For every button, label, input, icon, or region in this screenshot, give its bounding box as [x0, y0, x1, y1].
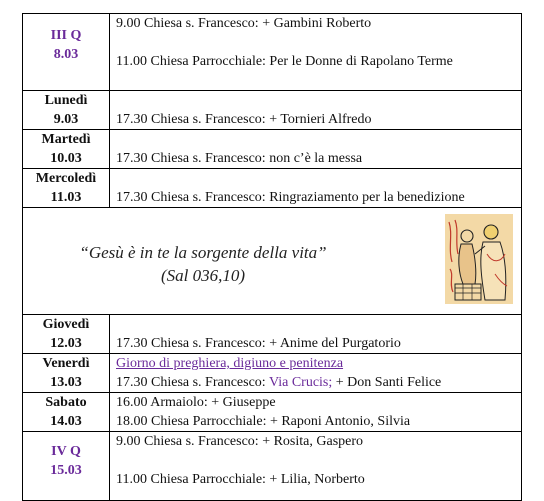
schedule-table — [22, 13, 522, 501]
events-cell — [110, 169, 522, 208]
date-label: 15.03 — [50, 463, 82, 478]
quote-cell — [23, 208, 522, 315]
events-cell — [110, 354, 522, 393]
date-label: 10.03 — [50, 151, 82, 166]
day-cell — [23, 91, 110, 130]
events-cell — [110, 432, 522, 501]
samaritan-woman-illustration — [445, 214, 513, 304]
quote-text — [23, 241, 383, 287]
day-label: Sabato — [45, 395, 87, 410]
day-cell — [23, 14, 110, 91]
event-text: 9.00 Chiesa s. Francesco: + Gambini Roberto — [116, 16, 372, 31]
day-cell — [23, 169, 110, 208]
table-row — [23, 354, 522, 393]
quote-row — [23, 208, 522, 315]
day-label: Giovedì — [42, 317, 90, 332]
event-text: 11.00 Chiesa Parrocchiale: Per le Donne di Rapolano Terme — [116, 54, 453, 69]
event-text: 17.30 Chiesa s. Francesco: + Tornieri Alfredo — [116, 112, 372, 127]
events-cell — [110, 14, 522, 91]
table-row — [23, 91, 522, 130]
table-row — [23, 169, 522, 208]
event-text: 17.30 Chiesa s. Francesco: non c’è la messa — [116, 151, 363, 166]
table-row — [23, 432, 522, 501]
day-cell — [23, 354, 110, 393]
via-crucis-label: Via Crucis; — [268, 375, 333, 390]
quote-reference: (Sal 036,10) — [160, 266, 246, 285]
table-row — [23, 14, 522, 91]
penitence-day-link[interactable]: Giorno di preghiera, digiuno e penitenza — [116, 356, 344, 371]
day-label: Lunedì — [44, 93, 88, 108]
day-cell — [23, 130, 110, 169]
table-row — [23, 315, 522, 354]
event-text: 18.00 Chiesa Parrocchiale: + Raponi Antonio, Silvia — [116, 414, 411, 429]
day-label: Mercoledì — [35, 171, 97, 186]
day-label: III Q — [50, 28, 82, 43]
day-cell — [23, 315, 110, 354]
event-prefix: 17.30 Chiesa s. Francesco: — [116, 375, 269, 390]
events-cell — [110, 91, 522, 130]
event-text — [116, 373, 521, 392]
event-suffix: + Don Santi Felice — [332, 375, 442, 390]
events-cell — [110, 393, 522, 432]
day-cell — [23, 432, 110, 501]
events-cell — [110, 315, 522, 354]
day-cell — [23, 393, 110, 432]
table-row — [23, 393, 522, 432]
date-label: 9.03 — [53, 112, 79, 127]
date-label: 14.03 — [50, 414, 82, 429]
event-text: 9.00 Chiesa s. Francesco: + Rosita, Gaspero — [116, 434, 364, 449]
day-label: Martedì — [41, 132, 91, 147]
event-text: 17.30 Chiesa s. Francesco: + Anime del Purgatorio — [116, 336, 401, 351]
date-label: 11.03 — [50, 190, 82, 205]
quote-line: “Gesù è in te la sorgente della vita” — [79, 243, 327, 262]
event-text: 17.30 Chiesa s. Francesco: Ringraziamento per la benedizione — [116, 190, 465, 205]
event-text: 11.00 Chiesa Parrocchiale: + Lilia, Norberto — [116, 472, 365, 487]
day-label: Venerdì — [42, 356, 90, 371]
table-row — [23, 130, 522, 169]
date-label: 12.03 — [50, 336, 82, 351]
date-label: 13.03 — [50, 375, 82, 390]
events-cell — [110, 130, 522, 169]
day-label: IV Q — [51, 444, 81, 459]
date-label: 8.03 — [53, 47, 79, 62]
event-text: 16.00 Armaiolo: + Giuseppe — [116, 395, 276, 410]
